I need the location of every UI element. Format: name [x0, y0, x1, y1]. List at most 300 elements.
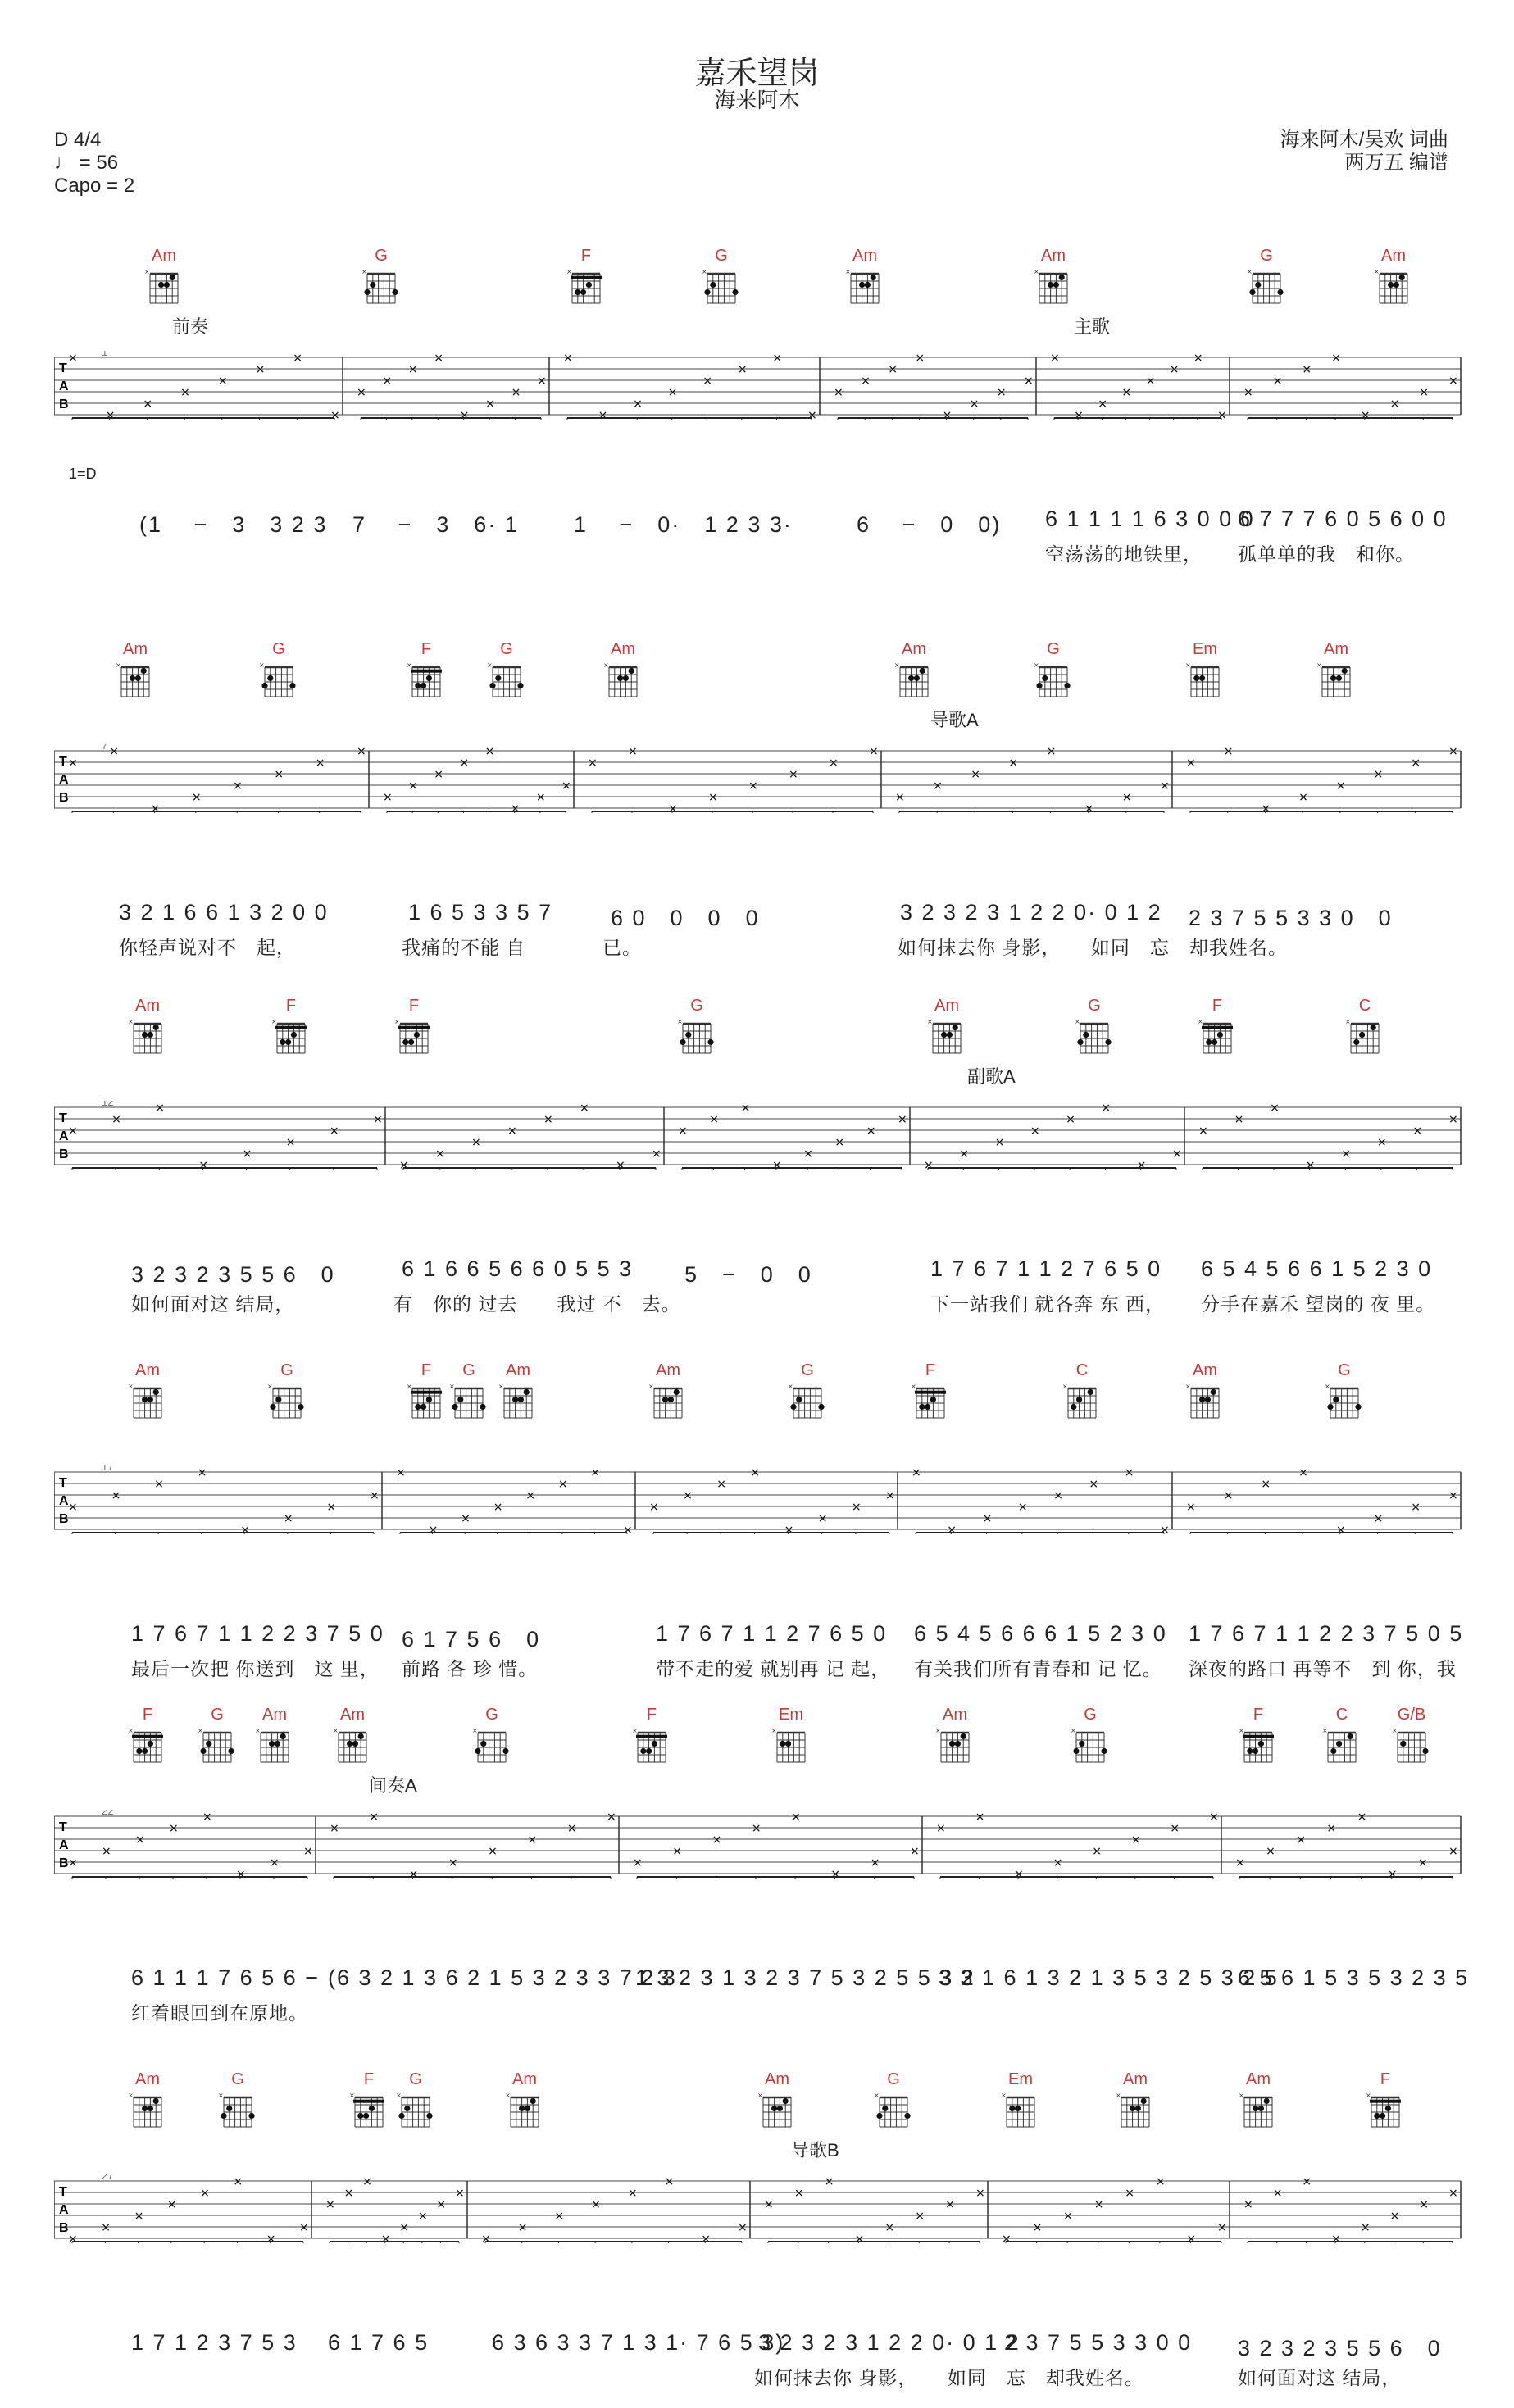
svg-text:×: × [180, 386, 190, 399]
svg-text:×: × [829, 756, 839, 770]
chord-diagram-c [1309, 1705, 1375, 1767]
svg-text:×: × [218, 2092, 224, 2099]
chord-name: F [285, 997, 297, 1015]
svg-text:×: × [1335, 779, 1346, 793]
svg-text:27: 27 [102, 2174, 114, 2182]
svg-text:×: × [561, 779, 571, 793]
svg-text:×: × [1316, 661, 1322, 669]
svg-text:×: × [807, 409, 817, 421]
tab-staff [54, 2174, 1477, 2245]
svg-text:×: × [803, 1147, 813, 1161]
svg-text:A: A [59, 379, 69, 393]
chord-diagram-em [758, 1705, 824, 1767]
svg-text:×: × [507, 1124, 517, 1138]
svg-text:×: × [588, 756, 598, 770]
svg-text:×: × [834, 386, 843, 399]
svg-text:×: × [349, 2092, 355, 2099]
lyric-line: 带不走的爱 就别再 记 起， [656, 1658, 891, 1679]
chord-diagram-f [619, 1705, 684, 1767]
svg-text:×: × [771, 1159, 782, 1171]
svg-text:×: × [434, 352, 444, 365]
key-mark: 1=D [69, 466, 97, 482]
chord-diagram-f [898, 1361, 963, 1423]
chord-diagram-g [1062, 996, 1127, 1058]
svg-text:×: × [1145, 375, 1156, 388]
svg-text:×: × [750, 1466, 761, 1479]
svg-text:×: × [915, 352, 925, 365]
svg-text:×: × [1185, 1383, 1191, 1390]
svg-text:×: × [915, 2210, 925, 2223]
svg-text:×: × [627, 2187, 638, 2200]
svg-text:×: × [330, 1822, 339, 1835]
svg-text:×: × [678, 1124, 688, 1138]
chord-name: F [408, 997, 420, 1015]
svg-text:×: × [1001, 2092, 1007, 2099]
svg-text:×: × [824, 2175, 834, 2188]
lyric-line: 如何面对这 结局， [131, 1293, 295, 1315]
jianpu-measure: 1 7 6 7 1 1 2 7 6 5 0 [930, 1256, 1162, 1281]
chord-name: F [421, 640, 432, 658]
svg-text:×: × [362, 2175, 372, 2188]
lyric-line: 空荡荡的地铁里， [1045, 543, 1203, 565]
svg-text:×: × [299, 2221, 309, 2234]
tab-system [54, 1101, 1477, 1175]
tempo-marking: ♩ = 56 [54, 152, 119, 174]
chord-name: F [580, 247, 592, 265]
chord-name: G [231, 2070, 244, 2088]
jianpu-measure: 6 1 6 6 5 6 6 0 5 5 3 [402, 1256, 634, 1281]
svg-text:×: × [303, 1845, 313, 1858]
svg-text:×: × [198, 1727, 203, 1734]
svg-text:×: × [1172, 1147, 1182, 1161]
chord-diagram-am [635, 1361, 701, 1423]
svg-text:×: × [1160, 1524, 1170, 1536]
svg-text:×: × [259, 661, 265, 669]
svg-text:×: × [535, 791, 546, 804]
chord-name: G [462, 1361, 475, 1379]
svg-text:×: × [969, 398, 980, 411]
jianpu-measure: 1 6 5 3 3 5 7 [408, 900, 553, 925]
svg-text:×: × [623, 1524, 633, 1536]
svg-text:×: × [910, 1845, 920, 1858]
svg-text:×: × [200, 2187, 210, 2200]
svg-text:×: × [217, 375, 228, 388]
svg-text:×: × [1411, 756, 1421, 770]
tab-staff [54, 1465, 1477, 1536]
svg-text:×: × [498, 1383, 504, 1390]
chord-name: F [421, 1361, 432, 1379]
svg-text:×: × [648, 1383, 654, 1390]
svg-text:×: × [1366, 2092, 1371, 2099]
svg-text:×: × [793, 2187, 804, 2200]
tab-system [54, 1465, 1477, 1540]
svg-text:×: × [672, 1845, 683, 1858]
lyric-line: 如何抹去你 身影， 如同 忘 却我姓名。 [898, 937, 1288, 958]
svg-text:×: × [740, 1102, 751, 1115]
svg-text:×: × [845, 268, 851, 275]
svg-text:×: × [884, 2221, 895, 2234]
jianpu-measure: 3 2 3 2 3 5 5 6 0 [1238, 2336, 1442, 2360]
svg-text:×: × [382, 375, 393, 388]
section-label: 前奏 [172, 316, 209, 337]
section-label: 间奏A [369, 1775, 417, 1796]
svg-text:T: T [59, 2185, 67, 2199]
svg-text:×: × [748, 779, 758, 793]
svg-text:×: × [459, 409, 470, 421]
svg-text:×: × [1305, 1159, 1316, 1171]
svg-text:×: × [399, 2221, 410, 2234]
svg-text:×: × [1272, 375, 1283, 388]
chord-diagram-f [1353, 2070, 1418, 2132]
chord-name: C [1358, 997, 1371, 1015]
chord-diagram-f [1225, 1705, 1291, 1767]
svg-text:×: × [874, 2092, 880, 2099]
svg-text:×: × [407, 363, 418, 376]
svg-text:×: × [1034, 661, 1039, 669]
svg-text:×: × [716, 1478, 727, 1491]
svg-text:×: × [285, 1136, 296, 1149]
svg-text:×: × [1125, 2187, 1135, 2200]
svg-text:×: × [487, 661, 493, 669]
svg-text:×: × [1046, 745, 1057, 758]
svg-text:×: × [566, 1822, 577, 1835]
svg-text:×: × [933, 779, 943, 793]
lyric-line: 最后一次把 你送到 这 里， [131, 1658, 380, 1679]
chord-name: G [1338, 1361, 1351, 1379]
chord-diagram-g [383, 2070, 448, 2132]
svg-text:×: × [517, 2221, 528, 2234]
svg-text:×: × [677, 1018, 683, 1025]
svg-text:×: × [854, 2233, 865, 2245]
svg-text:×: × [1326, 1822, 1337, 1835]
svg-text:×: × [1198, 1124, 1208, 1138]
jianpu-measure: 1 7 6 7 1 1 2 7 6 5 0 [656, 1621, 888, 1646]
svg-text:×: × [407, 661, 412, 669]
jianpu-measure: 6 − 0 0) [857, 512, 1002, 537]
svg-text:×: × [461, 1512, 471, 1525]
svg-text:×: × [1417, 1856, 1428, 1870]
svg-text:×: × [242, 1147, 252, 1161]
svg-text:×: × [101, 2221, 111, 2234]
jianpu-measure: 6 0 0 0 0 [611, 906, 760, 930]
jianpu-measure: 1 3 2 3 1 3 2 3 7 5 3 2 5 5 3 2 [635, 1965, 975, 1990]
svg-text:×: × [434, 768, 444, 781]
svg-text:×: × [1360, 409, 1371, 421]
svg-text:×: × [68, 2233, 78, 2245]
svg-text:×: × [1411, 1501, 1421, 1514]
svg-text:×: × [789, 768, 798, 781]
svg-text:×: × [1014, 1868, 1024, 1880]
svg-text:×: × [505, 2092, 511, 2099]
svg-text:×: × [935, 1727, 941, 1734]
chord-name: G [1088, 997, 1101, 1015]
svg-text:×: × [894, 661, 900, 669]
svg-text:×: × [1419, 2198, 1430, 2211]
svg-text:×: × [580, 1102, 589, 1115]
svg-text:×: × [1093, 2198, 1104, 2211]
lyric-line: 你轻声说对不 起， [119, 937, 296, 958]
chord-name: G [690, 997, 703, 1015]
svg-text:×: × [1419, 386, 1430, 399]
chord-diagram-g [664, 996, 730, 1058]
svg-text:×: × [1376, 1136, 1387, 1149]
svg-text:×: × [788, 1383, 793, 1390]
svg-text:×: × [527, 1833, 538, 1847]
jianpu-measure: (1 − 3 3 2 3 [139, 512, 328, 537]
svg-text:A: A [59, 773, 69, 787]
svg-text:×: × [333, 1727, 339, 1734]
tab-staff [54, 351, 1477, 421]
chord-name: Am [1123, 2070, 1148, 2088]
jianpu-measure: 6 1 1 1 7 6 5 6 − [131, 1965, 320, 1990]
svg-text:×: × [1360, 2221, 1371, 2234]
svg-text:×: × [169, 1822, 179, 1835]
svg-text:×: × [616, 1159, 625, 1171]
svg-text:×: × [1074, 409, 1084, 421]
svg-text:×: × [383, 791, 393, 804]
svg-text:×: × [1160, 779, 1170, 793]
svg-text:×: × [664, 2175, 675, 2188]
svg-text:×: × [1389, 2210, 1400, 2223]
svg-text:×: × [738, 2221, 748, 2234]
svg-text:×: × [971, 768, 981, 781]
svg-text:×: × [1024, 375, 1034, 388]
svg-text:×: × [472, 1727, 478, 1734]
svg-text:×: × [197, 1466, 207, 1479]
svg-text:×: × [68, 1501, 78, 1514]
chord-diagram-g [348, 246, 414, 308]
svg-text:×: × [330, 409, 340, 421]
svg-text:×: × [668, 802, 678, 815]
svg-text:×: × [407, 1383, 412, 1390]
jianpu-measure: 6 1 7 5 6 0 [402, 1627, 541, 1652]
svg-text:×: × [1239, 2092, 1244, 2099]
chord-diagram-am [320, 1705, 385, 1767]
svg-text:×: × [1448, 1845, 1458, 1858]
svg-text:×: × [198, 1159, 209, 1171]
chord-name: G [715, 247, 728, 265]
chord-name: Am [152, 247, 176, 265]
svg-text:×: × [1053, 1856, 1063, 1870]
chord-name: Am [135, 2070, 160, 2088]
jianpu-measure: 1 7 6 7 1 1 2 2 3 7 5 0 [131, 1621, 384, 1646]
svg-text:×: × [1030, 1124, 1040, 1138]
chord-name: Am [765, 2070, 789, 2088]
svg-text:×: × [357, 386, 366, 399]
jianpu-measure: 3 3 1 6 1 3 2 1 3 5 3 2 5 3 2 5 [939, 1965, 1279, 1990]
chord-name: Em [1008, 2070, 1033, 2088]
svg-text:×: × [166, 2198, 177, 2211]
svg-text:×: × [866, 1124, 876, 1138]
svg-text:T: T [59, 1111, 67, 1125]
chord-name: F [925, 1361, 936, 1379]
chord-name: Em [1193, 640, 1217, 658]
svg-text:×: × [481, 2233, 491, 2245]
chord-name: Am [1041, 247, 1066, 265]
chord-name: G [801, 1361, 814, 1379]
svg-text:T: T [59, 755, 67, 769]
svg-text:×: × [1050, 352, 1060, 365]
chord-name: Am [1381, 247, 1406, 265]
svg-text:1: 1 [102, 351, 108, 358]
svg-text:×: × [428, 1524, 439, 1536]
lyric-line: 如何抹去你 身影， 如同 忘 却我姓名。 [754, 2367, 1144, 2388]
svg-text:×: × [102, 1845, 111, 1858]
svg-text:A: A [59, 1494, 69, 1508]
chord-diagram-am [832, 246, 898, 308]
chord-diagram-am [102, 639, 168, 702]
chord-name: Am [611, 640, 635, 658]
svg-text:×: × [784, 1524, 794, 1536]
svg-text:×: × [283, 1512, 293, 1525]
chord-name: G [375, 247, 388, 265]
chord-diagram-g [1021, 639, 1086, 702]
svg-text:×: × [1387, 1868, 1398, 1880]
svg-text:×: × [959, 1147, 970, 1161]
jianpu-measure: 6 1 1 1 1 6 3 0 0 0 [1045, 507, 1255, 531]
svg-text:×: × [702, 375, 713, 388]
svg-text:×: × [111, 1113, 121, 1126]
jianpu-measure: 2 3 7 5 5 3 3 0 0 [1004, 2330, 1193, 2355]
svg-text:×: × [911, 1383, 916, 1390]
chord-name: Am [135, 997, 160, 1015]
chord-name: Am [506, 1361, 530, 1379]
svg-text:×: × [510, 802, 521, 815]
svg-text:×: × [709, 1113, 720, 1126]
svg-text:×: × [975, 2187, 985, 2200]
chord-diagram-am [131, 246, 197, 308]
svg-text:×: × [128, 1383, 134, 1390]
svg-text:×: × [1448, 1489, 1458, 1502]
svg-text:×: × [255, 1727, 261, 1734]
chord-name: Am [262, 1706, 287, 1724]
svg-text:×: × [888, 363, 898, 376]
svg-text:×: × [1298, 1466, 1308, 1479]
chord-name: Am [123, 640, 148, 658]
svg-text:×: × [202, 1811, 212, 1824]
jianpu-measure: 6 7 7 7 6 0 5 6 0 0 [1238, 507, 1448, 531]
svg-text:×: × [493, 1501, 503, 1514]
svg-text:×: × [329, 1124, 339, 1138]
chord-diagram-c [1049, 1361, 1115, 1423]
svg-text:×: × [1198, 1018, 1203, 1025]
chord-name: G [887, 2070, 900, 2088]
svg-text:×: × [1089, 1478, 1099, 1491]
svg-text:×: × [633, 398, 643, 411]
svg-text:×: × [996, 386, 1007, 399]
jianpu-measure: 3 2 3 2 3 5 5 6 0 [131, 1262, 335, 1287]
svg-text:×: × [649, 1501, 659, 1514]
svg-text:×: × [885, 1489, 895, 1502]
svg-text:×: × [144, 268, 150, 275]
svg-text:×: × [870, 1856, 880, 1870]
svg-text:×: × [154, 1478, 164, 1491]
jianpu-measure: (6 3 2 1 3 6 2 1 5 3 2 3 3 7 2 3 [328, 1965, 677, 1990]
chord-diagram-em [988, 2070, 1053, 2132]
svg-text:×: × [1066, 1113, 1075, 1126]
svg-text:×: × [435, 1147, 445, 1161]
svg-text:×: × [830, 1868, 841, 1880]
svg-text:×: × [683, 1489, 693, 1502]
tab-system [54, 351, 1477, 425]
svg-text:×: × [128, 1727, 134, 1734]
svg-text:×: × [408, 1868, 419, 1880]
svg-text:×: × [1186, 756, 1196, 770]
svg-text:×: × [448, 1856, 458, 1870]
svg-text:×: × [380, 2233, 391, 2245]
svg-text:×: × [817, 1512, 828, 1525]
svg-text:×: × [135, 1833, 145, 1847]
svg-text:×: × [701, 2233, 712, 2245]
svg-text:×: × [343, 2187, 354, 2200]
svg-text:T: T [59, 1820, 67, 1834]
svg-text:×: × [1345, 1018, 1351, 1025]
svg-text:×: × [1032, 2221, 1043, 2234]
lyric-line: 有 你的 过去 我过 不 去。 [393, 1293, 681, 1315]
svg-text:×: × [1071, 1727, 1076, 1734]
svg-text:×: × [1008, 756, 1019, 770]
jianpu-measure: 7 − 3 6· 1 [352, 512, 519, 537]
svg-text:×: × [455, 2187, 465, 2200]
chord-diagram-am [1303, 639, 1369, 702]
svg-text:×: × [484, 745, 495, 758]
chord-name: Am [135, 1361, 160, 1379]
chord-diagram-g [459, 1705, 525, 1767]
svg-text:×: × [1234, 1113, 1244, 1126]
svg-text:17: 17 [102, 1465, 114, 1473]
song-title: 嘉禾望岗 [694, 57, 820, 91]
svg-text:×: × [936, 1822, 946, 1835]
tab-staff [54, 1810, 1477, 1880]
chord-name: G [500, 640, 513, 658]
svg-text:×: × [233, 779, 243, 793]
jianpu-measure: 1 7 6 7 1 1 2 2 3 7 5 0 5 [1189, 1621, 1464, 1646]
svg-text:×: × [603, 661, 609, 669]
svg-text:×: × [1302, 2175, 1312, 2188]
svg-text:×: × [834, 1136, 845, 1149]
chord-name: G/B [1397, 1706, 1426, 1724]
chord-name: G [272, 640, 285, 658]
svg-text:×: × [150, 802, 161, 815]
svg-text:×: × [1169, 363, 1180, 376]
svg-text:×: × [373, 1113, 383, 1126]
chord-name: Am [934, 997, 959, 1015]
svg-text:×: × [1130, 1833, 1141, 1847]
svg-text:×: × [1448, 745, 1458, 758]
svg-text:×: × [1084, 802, 1094, 815]
tab-staff [54, 744, 1477, 815]
chord-diagram-em [1172, 639, 1238, 702]
chord-diagram-am [914, 996, 980, 1058]
lyric-line: 孤单单的我 和你。 [1238, 543, 1415, 565]
chord-diagram-c [1332, 996, 1398, 1058]
svg-text:×: × [155, 1102, 166, 1115]
chord-diagram-am [590, 639, 656, 702]
svg-text:×: × [68, 352, 78, 365]
svg-text:×: × [417, 2210, 428, 2223]
svg-text:×: × [1341, 1147, 1352, 1161]
svg-text:×: × [1448, 1113, 1458, 1126]
svg-text:×: × [1270, 1102, 1280, 1115]
tab-system [54, 744, 1477, 819]
chord-name: Am [943, 1706, 967, 1724]
svg-text:T: T [59, 1476, 67, 1490]
svg-text:×: × [1017, 1501, 1028, 1514]
svg-text:×: × [557, 1478, 568, 1491]
chord-name: G [1084, 1706, 1097, 1724]
svg-text:×: × [266, 2233, 276, 2245]
tab-staff [54, 1101, 1477, 1171]
